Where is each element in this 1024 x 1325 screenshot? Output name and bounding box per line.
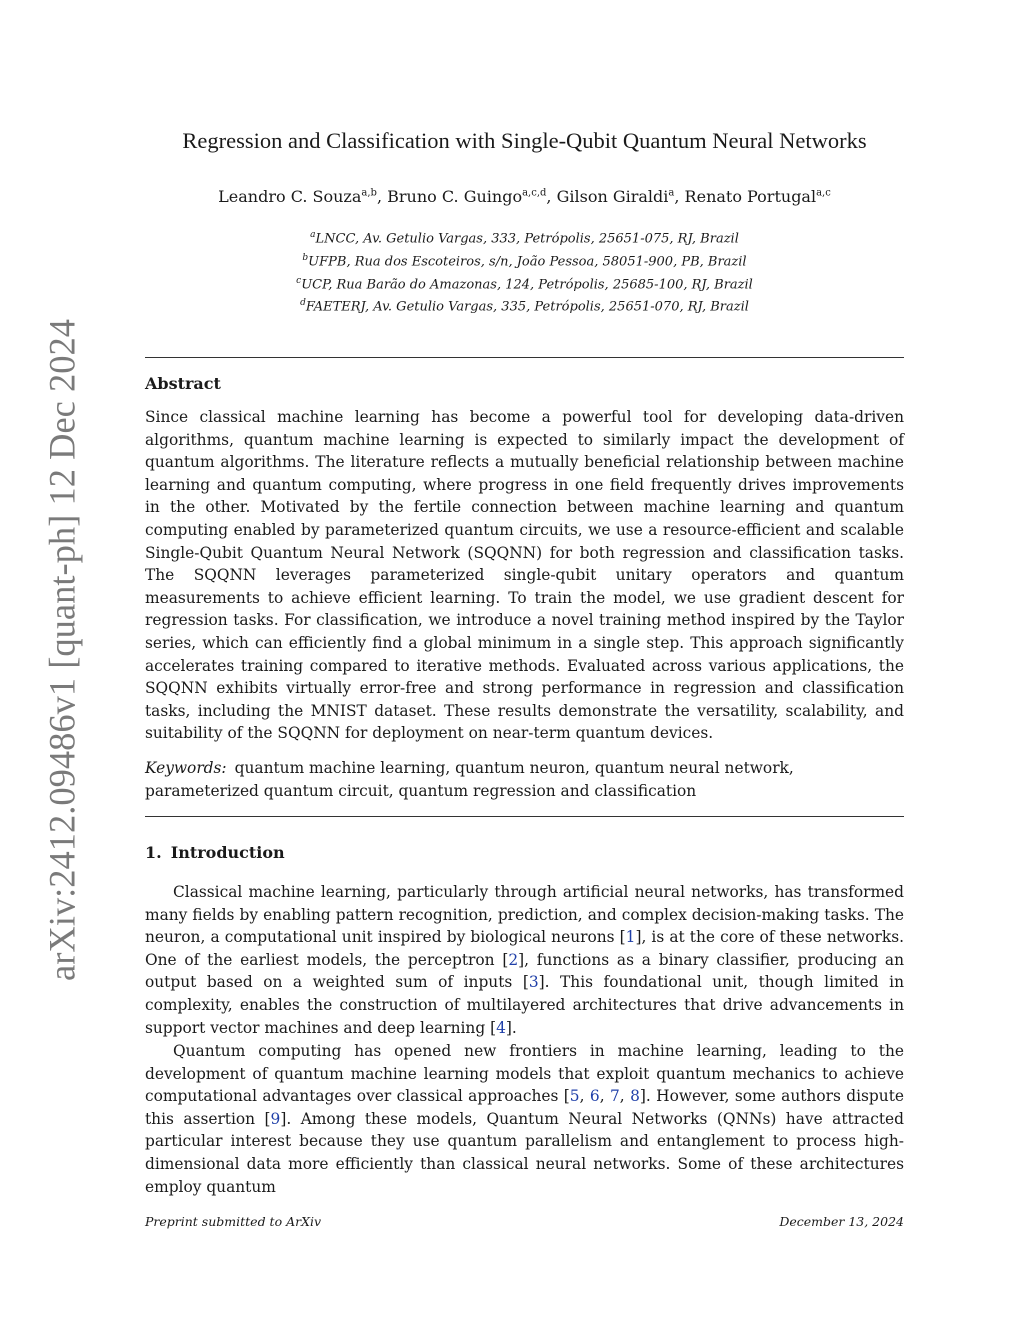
affiliation-mark: d <box>300 298 306 309</box>
citation-link[interactable]: 7 <box>609 1087 620 1106</box>
affiliation <box>145 294 904 317</box>
author <box>685 187 831 206</box>
paragraph-text: ]. <box>505 1018 517 1037</box>
author-separator: , <box>546 187 557 206</box>
paragraph-text: Quantum computing has opened new frontiers in machine learning, leading to the development of quantum machine learning models that exploit quantum mechanics to achieve computational advantages over classical approaches [ <box>145 1042 904 1106</box>
introduction-paragraph-2 <box>145 1040 904 1198</box>
author-affiliation-mark: a,c,d <box>522 187 547 199</box>
affiliation-text: LNCC, Av. Getulio Vargas, 333, Petrópolis, 25651-075, RJ, Brazil <box>315 231 739 247</box>
affiliation <box>145 226 904 249</box>
citation-link[interactable]: 6 <box>589 1087 600 1106</box>
author <box>557 187 685 206</box>
author-separator: , <box>376 187 388 206</box>
citation-link[interactable]: 8 <box>630 1087 640 1106</box>
affiliation-text: UFPB, Rua dos Escoteiros, s/n, João Pessoa, 58051-900, PB, Brazil <box>308 254 747 270</box>
author-name: Leandro C. Souza <box>218 187 362 206</box>
paper-title: Regression and Classification with Single-Qubit Quantum Neural Networks <box>182 128 867 153</box>
citation-link[interactable]: 9 <box>270 1109 281 1128</box>
paragraph-text: , <box>579 1087 590 1106</box>
citation-link[interactable]: 1 <box>625 928 636 947</box>
paragraph-text: ]. This foundational unit, though limited in complexity, enables the construction of multilayered architectures that drive advancements in support vector machines and deep learning [ <box>145 973 904 1037</box>
arxiv-identifier-stamp: arXiv:2412.09486v1 [quant-ph] 12 Dec 2024 <box>41 319 83 981</box>
paragraph-text: Classical machine learning, particularly through artificial neural networks, has transformed many fields by enabling pattern recognition, prediction, and complex decision-making tasks. The neuron, a computational unit inspired by biological neurons [ <box>145 883 904 947</box>
citation-link[interactable]: 2 <box>508 950 519 969</box>
author <box>387 187 556 206</box>
author-affiliation-mark: a,b <box>361 187 377 199</box>
introduction-paragraph-1 <box>145 881 904 1039</box>
affiliation <box>145 272 904 295</box>
paragraph-text: ]. However, some authors dispute this assertion [ <box>145 1087 904 1128</box>
section-title: Introduction <box>170 843 285 862</box>
abstract-heading: Abstract <box>145 374 221 393</box>
section-number: 1. <box>145 843 162 862</box>
keywords <box>145 757 904 802</box>
affiliation <box>145 249 904 272</box>
citation-link[interactable]: 3 <box>528 973 539 992</box>
author <box>218 187 387 206</box>
author-name: Renato Portugal <box>684 187 817 206</box>
author-affiliation-mark: a,c <box>816 187 831 199</box>
citation-link[interactable]: 4 <box>496 1018 506 1037</box>
affiliation-text: UCP, Rua Barão do Amazonas, 124, Petrópolis, 25685-100, RJ, Brazil <box>301 276 753 292</box>
author-list <box>145 187 904 206</box>
abstract-text: Since classical machine learning has become a powerful tool for developing data-driven algorithms, quantum machine learning is expected to similarly impact the development of quantum algorithms. The literature reflects a mutually beneficial relationship between machine learning and quantum computing, where progress in one field frequently drives improvements in the other. Motivated by the fertile connection between machine learning and quantum computing enabled by parameterized quantum circuits, we use a resource-efficient and scalable Single-Qubit Quantum Neural Network (SQQNN) for both regression and classification tasks. The SQQNN leverages parameterized single-qubit unitary operators and quantum measurements to achieve efficient learning. To train the model, we use gradient descent for regression tasks. For classification, we introduce a novel training method inspired by the Taylor series, which can efficiently find a global minimum in a single step. This approach significantly accelerates training compared to iterative methods. Evaluated across various applications, the SQQNN exhibits virtually error-free and strong performance in regression and classification tasks, including the MNIST dataset. These results demonstrate the versatility, scalability, and suitability of the SQQNN for deployment on near-term quantum devices. <box>145 408 904 743</box>
keywords-label: Keywords: <box>145 759 227 777</box>
author-name: Bruno C. Guingo <box>387 187 523 206</box>
affiliation-mark: a <box>310 230 316 240</box>
paragraph-text: , <box>599 1087 610 1106</box>
footer-date: December 13, 2024 <box>779 1214 904 1229</box>
paragraph-text: ]. Among these models, Quantum Neural Networks (QNNs) have attracted particular interest because they use quantum parallelism and entanglement to process high-dimensional data more efficiently than classical neural networks. Some of these architectures employ quantum <box>145 1109 904 1196</box>
citation-link[interactable]: 5 <box>569 1087 580 1106</box>
author-affiliation-mark: a <box>668 187 675 199</box>
divider <box>145 357 904 358</box>
affiliation-list <box>145 226 904 317</box>
affiliation-mark: b <box>302 252 309 263</box>
keywords-text: quantum machine learning, quantum neuron, quantum neural network, parameterized quantum circuit, quantum regression and classification <box>145 759 794 800</box>
paragraph-text: ], functions as a binary classifier, producing an output based on a weighted sum of inputs [ <box>145 950 904 992</box>
author-separator: , <box>674 187 685 206</box>
author-name: Gilson Giraldi <box>556 187 669 206</box>
paragraph-text: ], is at the core of these networks. One of the earliest models, the perceptron [ <box>145 928 904 969</box>
footer-preprint-note: Preprint submitted to ArXiv <box>145 1214 322 1229</box>
affiliation-mark: c <box>296 275 302 286</box>
divider <box>145 816 904 817</box>
paragraph-text: , <box>619 1087 631 1106</box>
section-heading-introduction <box>145 843 285 862</box>
affiliation-text: FAETERJ, Av. Getulio Vargas, 335, Petrópolis, 25651-070, RJ, Brazil <box>305 299 749 315</box>
